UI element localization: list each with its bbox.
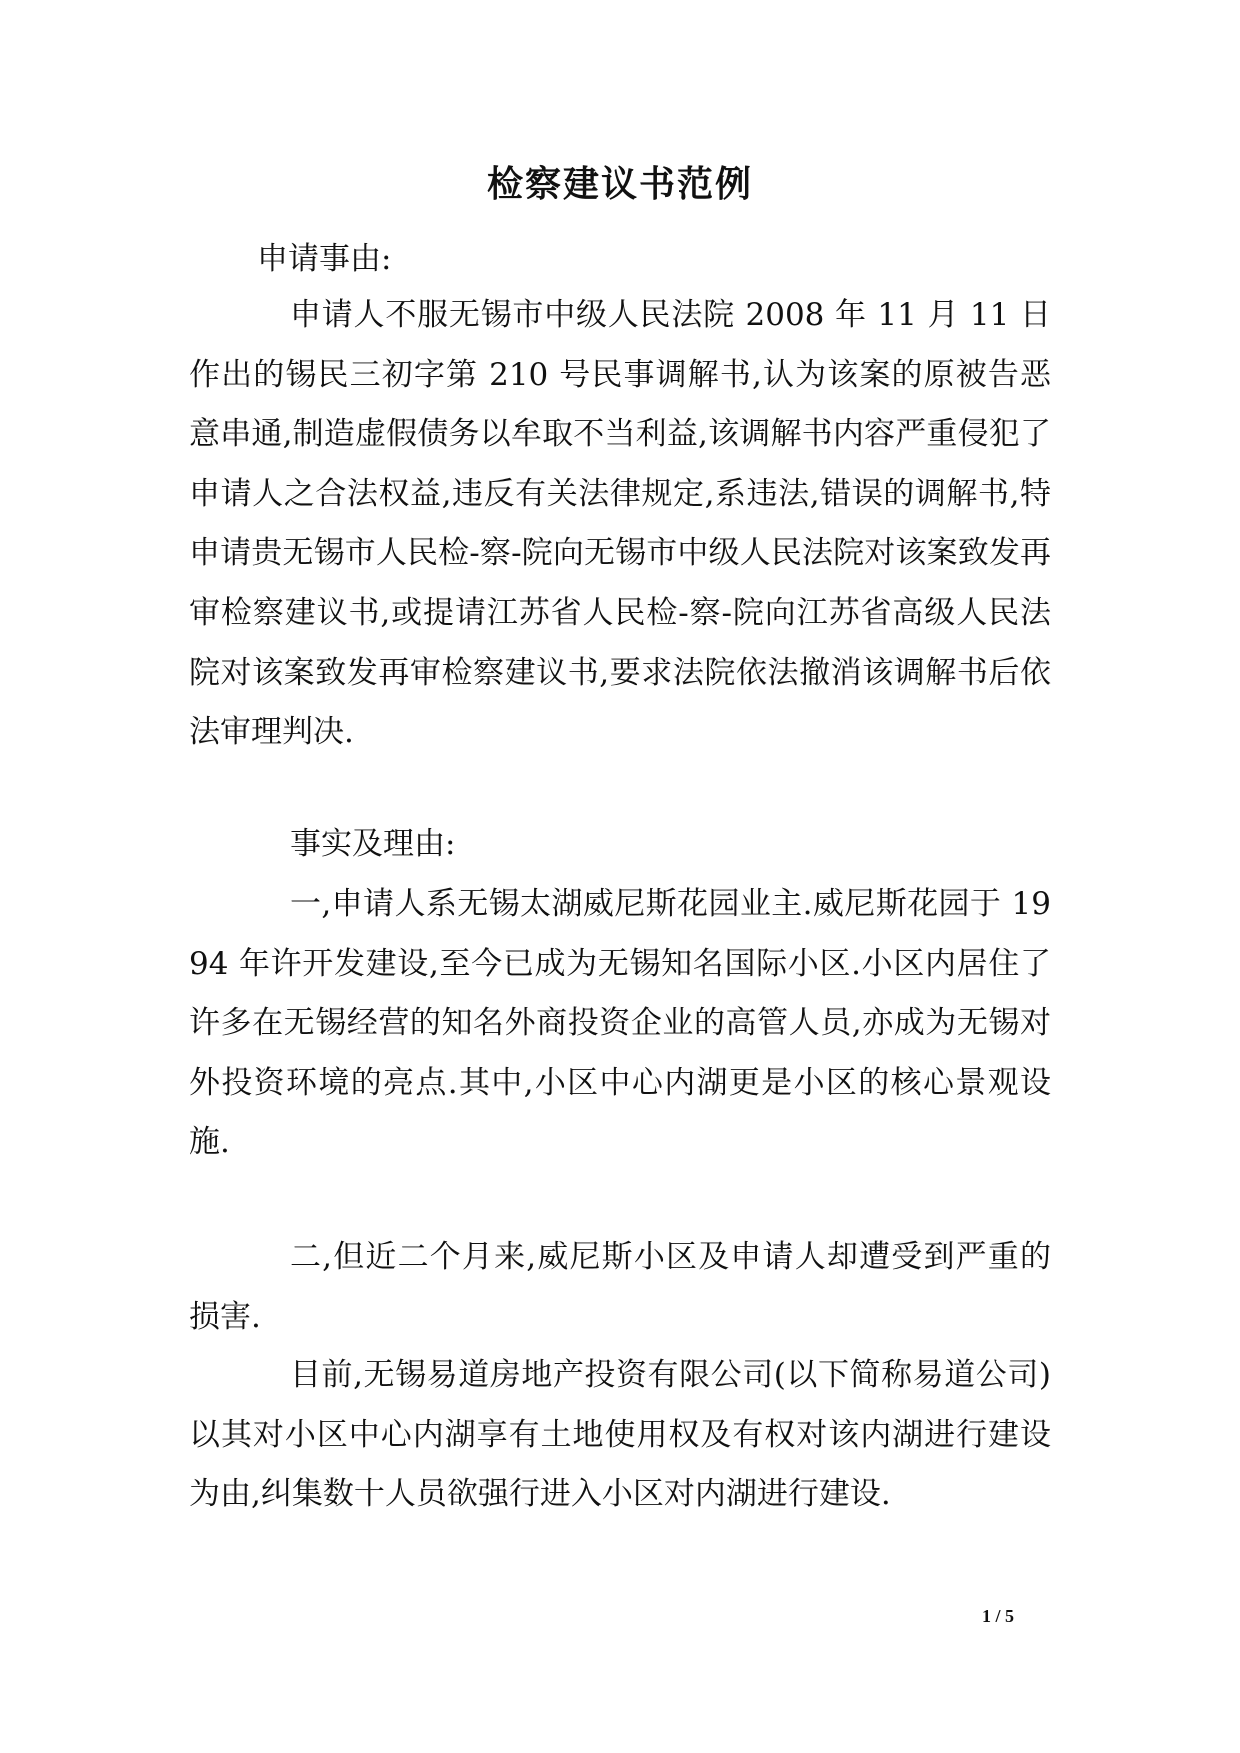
page-number: 1 / 5 [982, 1606, 1015, 1626]
section-heading-application-reason: 申请事由: [257, 241, 392, 277]
paragraph-application: 申请人不服无锡市中级人民法院 2008 年 11 月 11 日作出的锡民三初字第 210 号民事调解书,认为该案的原被告恶意串通,制造虚假债务以牟取不当利益,该调解书内容严重侵犯了申请人之合法权益,违反有关法律规定,系违法,错误的调解书,特申请贵无锡市人民检-察-院向无锡市中级人民法院对该案致发再审检察建议书,或提请江苏省人民检-察-院向江苏省高级人民法院对该案致发再审检察建议书,要求法院依法撤消该调解书后依法审理判决. [189, 297, 1051, 751]
paragraph-fact-2: 二,但近二个月来,威尼斯小区及申请人却遭受到严重的损害. [189, 1239, 1051, 1335]
document-title: 检察建议书范例 [486, 163, 753, 205]
paragraph-fact-1: 一,申请人系无锡太湖威尼斯花园业主.威尼斯花园于 1994 年许开发建设,至今已成为无锡知名国际小区.小区内居住了许多在无锡经营的知名外商投资企业的高管人员,亦成为无锡对外投资环境的亮点.其中,小区中心内湖更是小区的核心景观设施. [189, 886, 1051, 1161]
section-heading-facts-reasons: 事实及理由: [290, 826, 456, 862]
paragraph-fact-3: 目前,无锡易道房地产投资有限公司(以下简称易道公司)以其对小区中心内湖享有土地使用权及有权对该内湖进行建设为由,纠集数十人员欲强行进入小区对内湖进行建设. [189, 1357, 1051, 1513]
